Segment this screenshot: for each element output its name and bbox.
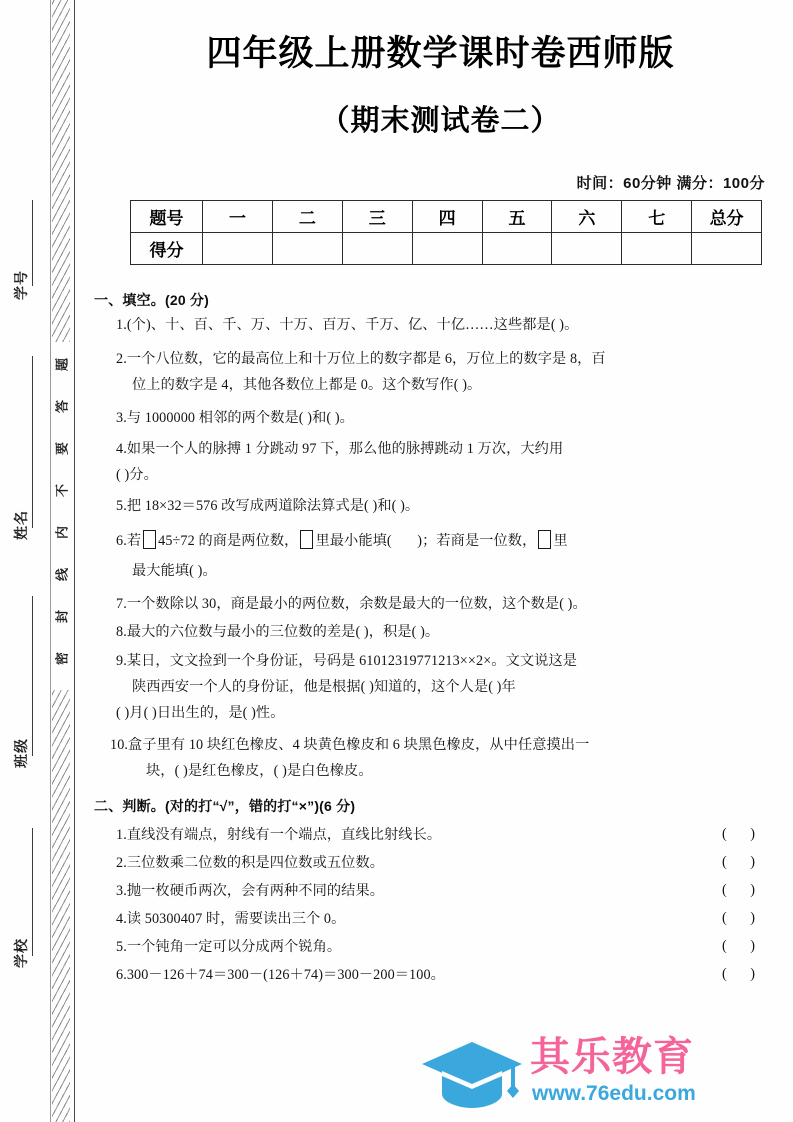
question-4-line-2: ( )分。: [116, 467, 158, 483]
row-label-score: 得分: [131, 233, 203, 265]
tf-answer-bracket-4[interactable]: ( ): [722, 910, 765, 926]
question-7-line-1: 7.一个数除以 30，商是最小的两位数，余数是最大的一位数，这个数是( )。: [116, 596, 587, 612]
col-header-1: 一: [203, 201, 273, 233]
logo-url-text: www.76edu.com: [532, 1082, 696, 1105]
seal-char: 线: [54, 568, 70, 582]
table-row-question-numbers: [131, 201, 762, 233]
col-header-3: 三: [342, 201, 412, 233]
col-header-5: 五: [482, 201, 552, 233]
col-header-4: 四: [412, 201, 482, 233]
blank-box-icon[interactable]: [143, 530, 156, 549]
tf-answer-bracket-3[interactable]: ( ): [722, 882, 765, 898]
tf-question-5: 5.一个钝角一定可以分成两个锐角。: [116, 939, 342, 955]
field-label-school: 学校: [13, 938, 29, 968]
question-6-line-2: 最大能填( )。: [132, 563, 217, 579]
site-watermark-logo: [418, 1032, 698, 1116]
score-table: [130, 200, 762, 265]
page-subtitle: （期末测试卷二）: [320, 105, 561, 137]
question-9-line-1: 9.某日，文文捡到一个身份证，号码是 61012319771213××2×。文文说这是: [116, 653, 578, 669]
section-heading-true-false: 二、判断。(对的打“√”，错的打“×”)(6 分): [94, 798, 356, 814]
page-title: 四年级上册数学课时卷西师版: [206, 34, 675, 73]
question-6-line-1: 6.若 45÷72 的商是两位数， 里最小能填( )；若商是一位数， 里: [116, 530, 568, 550]
row-label-question-number: 题号: [131, 201, 203, 233]
graduation-cap-icon: [418, 1038, 526, 1110]
tf-question-4: 4.读 50300407 时，需要读出三个 0。: [116, 911, 346, 927]
hatch-band-top: [52, 0, 70, 342]
field-line-class[interactable]: [32, 596, 33, 756]
field-label-name: 姓名: [13, 510, 29, 540]
col-header-total: 总分: [692, 201, 762, 233]
col-header-2: 二: [272, 201, 342, 233]
question-4-line-1: 4.如果一个人的脉搏 1 分跳动 97 下，那么他的脉搏跳动 1 万次，大约用: [116, 441, 564, 457]
question-10-line-1: 10.盒子里有 10 块红色橡皮、4 块黄色橡皮和 6 块黑色橡皮，从中任意摸出一: [110, 737, 590, 753]
sidebar-rule-inner: [50, 0, 51, 1122]
paper-content: [88, 0, 793, 1122]
seal-char: 封: [54, 610, 70, 624]
question-1-line-1: 1.(个)、十、百、千、万、十万、百万、千万、亿、十亿……这些都是( )。: [116, 317, 579, 333]
field-line-name[interactable]: [32, 356, 33, 528]
question-10-line-2: 块，( )是红色橡皮，( )是白色橡皮。: [146, 763, 373, 779]
tf-answer-bracket-6[interactable]: ( ): [722, 966, 765, 982]
question-5-line-1: 5.把 18×32＝576 改写成两道除法算式是( )和( )。: [116, 498, 420, 514]
score-cell-6[interactable]: [552, 233, 622, 265]
seal-char: 密: [54, 652, 70, 666]
tf-question-2: 2.三位数乘二位数的积是四位数或五位数。: [116, 855, 385, 871]
col-header-6: 六: [552, 201, 622, 233]
score-cell-3[interactable]: [342, 233, 412, 265]
question-8-line-1: 8.最大的六位数与最小的三位数的差是( )，积是( )。: [116, 624, 440, 640]
sealed-line-sidebar: [0, 0, 88, 1122]
score-cell-7[interactable]: [622, 233, 692, 265]
question-9-line-2: 陕西西安一个人的身份证，他是根据( )知道的，这个人是( )年: [132, 679, 516, 695]
seal-char: 答: [54, 400, 70, 414]
tf-question-3: 3.抛一枚硬币两次，会有两种不同的结果。: [116, 883, 385, 899]
score-cell-5[interactable]: [482, 233, 552, 265]
score-cell-4[interactable]: [412, 233, 482, 265]
tf-question-1: 1.直线没有端点，射线有一个端点，直线比射线长。: [116, 827, 442, 843]
field-line-student-id[interactable]: [32, 200, 33, 286]
field-label-student-id: 学号: [13, 270, 29, 300]
score-cell-1[interactable]: [203, 233, 273, 265]
seal-char: 不: [54, 484, 70, 498]
logo-brand-text: 其乐教育: [530, 1035, 694, 1079]
tf-answer-bracket-2[interactable]: ( ): [722, 854, 765, 870]
blank-box-icon[interactable]: [300, 530, 313, 549]
hatch-band-bottom: [52, 690, 70, 1122]
question-2-line-1: 2.一个八位数，它的最高位上和十万位上的数字都是 6，万位上的数字是 8，百: [116, 351, 606, 367]
tf-question-6: 6.300－126＋74＝300－(126＋74)＝300－200＝100。: [116, 967, 445, 983]
seal-char: 要: [54, 442, 70, 456]
sidebar-rule-outer: [74, 0, 75, 1122]
table-row-scores: [131, 233, 762, 265]
score-cell-total[interactable]: [692, 233, 762, 265]
score-cell-2[interactable]: [272, 233, 342, 265]
tf-answer-bracket-5[interactable]: ( ): [722, 938, 765, 954]
question-2-line-2: 位上的数字是 4，其他各数位上都是 0。这个数写作( )。: [132, 377, 482, 393]
exam-meta-info: 时间：60分钟 满分：100分: [576, 175, 765, 192]
seal-char: 内: [54, 526, 70, 540]
blank-box-icon[interactable]: [538, 530, 551, 549]
question-3-line-1: 3.与 1000000 相邻的两个数是( )和( )。: [116, 410, 354, 426]
section-heading-fill-in-blank: 一、填空。(20 分): [94, 292, 209, 308]
seal-char: 题: [54, 358, 70, 372]
field-label-class: 班级: [13, 738, 29, 768]
col-header-7: 七: [622, 201, 692, 233]
tf-answer-bracket-1[interactable]: ( ): [722, 826, 765, 842]
field-line-school[interactable]: [32, 828, 33, 956]
question-9-line-3: ( )月( )日出生的，是( )性。: [116, 705, 285, 721]
